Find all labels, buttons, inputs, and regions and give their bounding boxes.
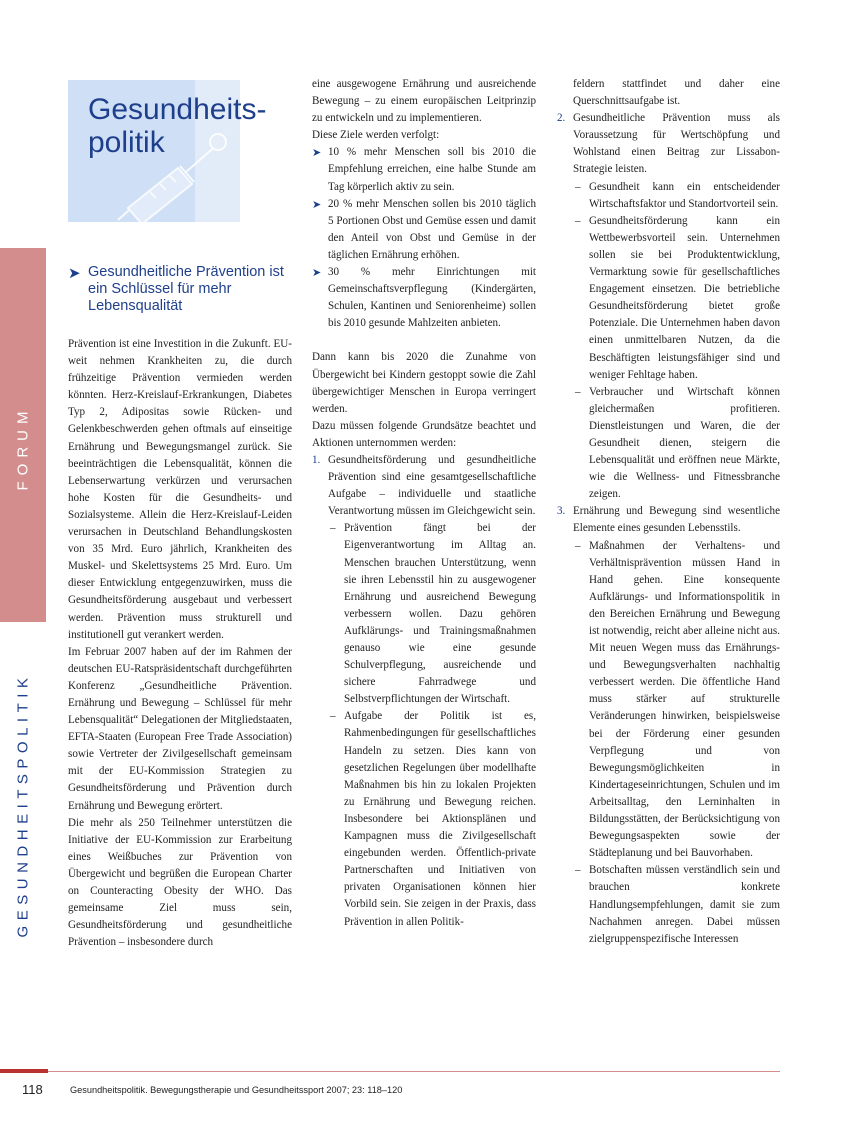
- paragraph: Im Februar 2007 haben auf der im Rahmen der deutschen EU-Ratspräsidentschaft durchgeführten Konferenz „Gesundheitliche Prävention. Ernährung und Bewegung – Schlüssel für mehr Lebensqualität“ Delegationen der Mitgliedstaaten, EFTA-Staaten (European Free Trade Association) sowie Vertreter der Zivilgesellschaft gemeinsam mit der EU-Kommission Strategien zu Gesundheitsförderung und Prävention durch Ernährung und Bewegung erörtert.: [68, 645, 292, 812]
- subheading-text: Gesundheitliche Prävention ist ein Schlüssel für mehr Lebensqualität: [88, 264, 284, 314]
- column-1: [68, 336, 292, 951]
- paragraph: Diese Ziele werden verfolgt:: [312, 129, 440, 142]
- paragraph: eine ausgewogene Ernährung und ausreichende Bewegung – zu einem europäischen Leitprinzip zu entwickeln und zu implementieren.: [312, 78, 536, 125]
- item-number: 3.: [557, 505, 566, 518]
- dash-bullet-icon: –: [575, 864, 581, 877]
- item-text: Ernährung und Bewegung sind wesentliche Elemente eines gesunden Lebensstils.: [573, 505, 780, 535]
- dash-text: Maßnahmen der Verhaltens- und Verhältnisprävention müssen Hand in Hand gehen. Eine konsequente Aufklärungs- und Informationspolitik in den Bereichen Ernährung und Bewegung ist notwendig, reicht aber alleine nicht aus. Mit neuen Wegen muss das Ernährungs- und Bewegungsverhalten nachhaltig verbessert werden. Die öffentliche Hand muss stärker auf strukturelle Veränderungen hinwirken, beispielsweise bei der Förderung einer gesunden Verpflegung und von Bewegungsmöglichkeiten in Kindertageseinrichtungen, Schulen und im Arbeitsalltag, den Lerninhalten in Bildungsstätten, der Berücksichtigung von Bewegungsaspekten sowie der Städteplanung und bei Bauvorhaben.: [589, 539, 780, 860]
- paragraph: Prävention ist eine Investition in die Zukunft. EU-weit nehmen Krankheiten zu, die durch frühzeitige Prävention vermieden werden könnten. Herz-Kreislauf-Erkrankungen, Diabetes Typ 2, Adipositas sowie Rücken- und Gelenkbeschwerden gehen oftmals auf einseitige Ernährung und Bewegungsmangel zurück. Sie beeinträchtigen die Lebensqualität, können die Lebenserwartung verkürzen und verursachen hohe Kosten für die Gesundheits- und Sozialsysteme. Allein die Herz-Kreislauf-Leiden verursachen in Deutschland Behandlungskosten von 35 Mrd. Euro jährlich, Krankheiten des Muskel- und Skelettsystems 25 Mrd. Euro. Um dieser Entwicklung entgegenzuwirken, muss die Gesundheitsförderung ausgebaut und verbessert werden. Prävention muss strukturell und institutionell gut verankert werden.: [68, 338, 292, 641]
- goal-item: [312, 264, 536, 332]
- dash-text: Prävention fängt bei der Eigenverantwortung im Alltag an. Menschen brauchen Unterstützung, wenn sie ihren Lebensstil hin zu ausgewogener Ernährung und ausreichend Bewegung verbessern wollen. Dazu gehören Aufklärungs- und Trainingsmaßnahmen genauso wie eine gesunde Schulverpflegung, ausreichende und sichere Fahrradwege und Selbstverpflichtungen der Wirtschaft.: [344, 522, 536, 706]
- footer-accent-bar: [0, 1069, 48, 1073]
- dash-bullet-icon: –: [330, 522, 336, 535]
- paragraph: Dazu müssen folgende Grundsätze beachtet und Aktionen unternommen werden:: [312, 419, 536, 449]
- dash-item: [312, 520, 536, 708]
- dash-text: Botschaften müssen verständlich sein und brauchen konkrete Handlungsempfehlungen, damit sie zum Nachahmen anregen. Dabei müssen zielgruppenspezifische Interessen: [589, 864, 780, 945]
- dash-bullet-icon: –: [575, 214, 581, 227]
- arrowhead-bullet-icon: ➤: [312, 197, 322, 211]
- dash-item: [557, 179, 780, 213]
- dash-text: Verbraucher und Wirtschaft können gleichermaßen profitieren. Dienstleistungen und Waren, die der Gesundheit dienen, steigern die Lebensqualität und eröffnen neue Märkte, wie die Wellness- und Fitnessbranche zeigen.: [589, 385, 780, 501]
- dash-text: Gesundheitsförderung kann ein Wettbewerbsvorteil sein. Unternehmen sollen sie bei Produktentwicklung, Vermarktung sowie für gesellschaftliches Engagement einsetzen. Die betriebliche Gesundheitsförderung bietet große Potenziale. Die Unternehmen haben davon einen unmittelbaren Nutzen, da die Beschäftigten leistungsfähiger sind und weniger Fehltage haben.: [589, 214, 780, 381]
- dash-bullet-icon: –: [575, 180, 581, 193]
- dash-item: [557, 862, 780, 947]
- page-title: [88, 93, 266, 159]
- numbered-item: [557, 110, 780, 178]
- item-text: Gesundheitsförderung und gesundheitliche Prävention sind eine gesamtgesellschaftliche Aufgabe – individuelle und staatliche Verantwortung müssen im Gleichgewicht sein.: [328, 453, 536, 518]
- column-3: [557, 76, 780, 948]
- dash-bullet-icon: –: [330, 710, 336, 723]
- dash-bullet-icon: –: [575, 385, 581, 398]
- dash-text: Aufgabe der Politik ist es, Rahmenbedingungen für gesellschaftliches Handeln zu setzen. Dies kann von gesetzlichen Regelungen über modellhafte Maßnahmen bis hin zu lokalen Projekten zu Ernährung und Bewegung reichen. Insbesondere bei Aktionsplänen und Kampagnen muss die Zivilgesellschaft eingebunden werden. Öffentlich-private Partnerschaften und Initiativen von privaten Organisationen können hier Vorbild sein. Sie zeigen in der Praxis, dass Prävention in allen Politik-: [344, 710, 536, 928]
- footer-rule: [48, 1071, 780, 1072]
- goal-item: [312, 196, 536, 264]
- arrowhead-bullet-icon: ➤: [312, 266, 322, 280]
- numbered-item: [312, 452, 536, 520]
- paragraph: Dann kann bis 2020 die Zunahme von Übergewicht bei Kindern gestoppt sowie die Zahl übergewichtiger Menschen in Europa verringert werden.: [312, 351, 536, 415]
- goal-text: 20 % mehr Menschen sollen bis 2010 täglich 5 Portionen Obst und Gemüse essen und damit den Anteil von Obst und Gemüse in der täglichen Ernährung erhöhen.: [328, 197, 536, 261]
- item-number: 1.: [312, 453, 321, 466]
- numbered-item: [557, 503, 780, 537]
- dash-item: [557, 384, 780, 504]
- arrowhead-bullet-icon: ➤: [312, 146, 322, 160]
- goal-text: 10 % mehr Menschen soll bis 2010 die Empfehlung erreichen, eine halbe Stunde am Tag körperlich aktiv zu sein.: [328, 146, 536, 193]
- dash-item: [557, 213, 780, 384]
- dash-item: [557, 538, 780, 863]
- page-number: 118: [22, 1082, 43, 1097]
- page-title-line-1: Gesundheits-: [88, 93, 267, 126]
- column-2: [312, 76, 536, 931]
- dash-bullet-icon: –: [575, 539, 581, 552]
- paragraph: feldern stattfindet und daher eine Querschnittsaufgabe ist.: [573, 78, 780, 108]
- sidebar-section-label: GESUNDHEITSPOLITIK: [14, 672, 32, 938]
- goal-text: 30 % mehr Einrichtungen mit Gemeinschaftsverpflegung (Kindergärten, Schulen, Kantinen und Seniorenheime) sollen bis 2010 gesunde Mahlzeiten anbieten.: [328, 266, 536, 330]
- item-text: Gesundheitliche Prävention muss als Voraussetzung für Wertschöpfung und Wohlstand einen Beitrag zur Lissabon-Strategie leisten.: [573, 112, 780, 176]
- page-title-line-2: politik: [88, 126, 165, 159]
- sidebar-forum-label: FORUM: [14, 405, 32, 491]
- dash-text: Gesundheit kann ein entscheidender Wirtschaftsfaktor und Standortvorteil sein.: [589, 180, 780, 210]
- footer-citation: Gesundheitspolitik. Bewegungstherapie und Gesundheitssport 2007; 23: 118–120: [70, 1085, 403, 1095]
- goal-item: [312, 144, 536, 195]
- spacer: [312, 332, 536, 349]
- item-number: 2.: [557, 112, 566, 125]
- paragraph: Die mehr als 250 Teilnehmer unterstützen die Initiative der EU-Kommission zur Erarbeitung eines Weißbuches zur Prävention von Übergewicht und begrüßen die European Charter on Counteracting Obesity der WHO. Das gemeinsame Ziel muss sein, Gesundheitsförderung und gesundheitliche Prävention – insbesondere durch: [68, 816, 292, 949]
- dash-item: [312, 708, 536, 930]
- arrowhead-bullet-icon: ➤: [68, 264, 81, 282]
